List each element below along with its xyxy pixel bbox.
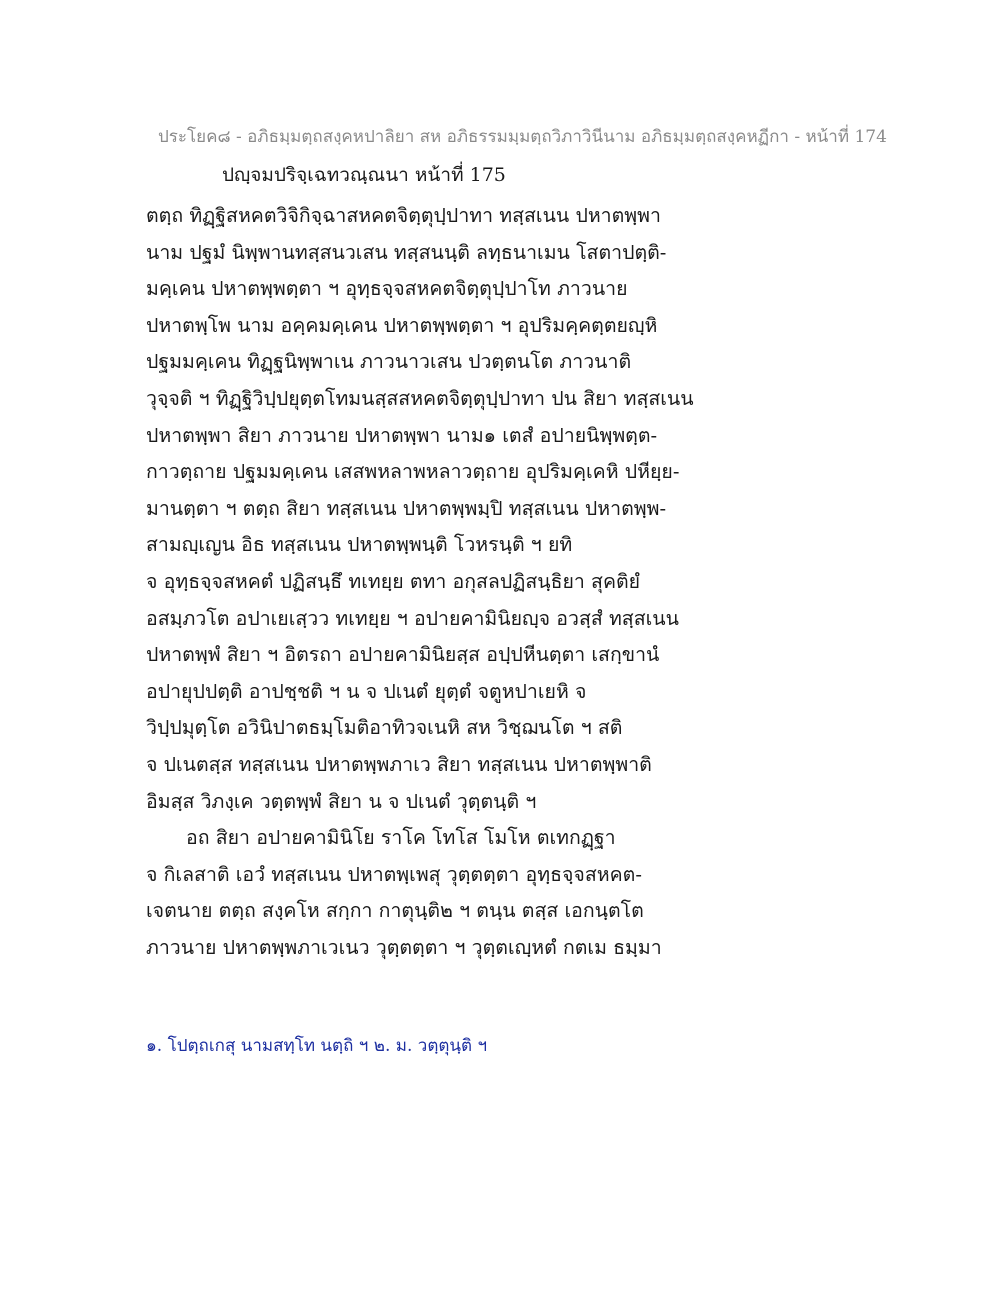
body-line: ตตฺถ ทิฏฺฐิสหคตวิจิกิจฺฉาสหคตจิตฺตุปฺปาทา ทสฺสเนน ปหาตพฺพา — [146, 204, 661, 227]
body-line: ภาวนาย ปหาตพฺพภาเวเนว วุตฺตตฺตา ฯ วุตฺตเญฺหตํ กตเม ธมฺมา — [146, 935, 662, 959]
body-line: กาวตฺถาย ปฐมมคฺเคน เสสพหลาพหลาวตฺถาย อุปริมคฺเคหิ ปหียฺย- — [146, 460, 680, 484]
body-line: อสมฺภวโต อปาเยเสฺวว ทเทยฺย ฯ อปายคามินิยญฺจ อวสฺสํ ทสฺสเนน — [146, 606, 679, 630]
body-line: จ ปเนตสฺส ทสฺสเนน ปหาตพฺพภาเว สิยา ทสฺสเนน ปหาตพฺพาติ — [146, 752, 652, 776]
body-line: อปายุปปตฺติ อาปชฺชติ ฯ น จ ปเนตํ ยุตฺตํ จตูหปาเยหิ จ — [146, 679, 587, 703]
chapter-heading: ปญฺจมปริจฺเฉทวณฺณนา หน้าที่ 175 — [222, 164, 506, 186]
running-header: ประโยค๘ - อภิธมฺมตฺถสงฺคหปาลิยา สห อภิธรรมมฺมตฺถวิภาวินีนาม อภิธมฺมตฺถสงฺคหฏีกา - หน้าที่ 174 — [158, 127, 887, 147]
body-line: มานตฺตา ฯ ตตฺถ สิยา ทสฺสเนน ปหาตพฺพมฺปิ ทสฺสเนน ปหาตพฺพ- — [146, 496, 667, 520]
body-line: นาม ปฐมํ นิพฺพานทสฺสนวเสน ทสฺสนนฺติ ลทฺธนาเมน โสตาปตฺติ- — [146, 240, 667, 264]
body-line: อิมสฺส วิภงฺเค วตฺตพฺพํ สิยา น จ ปเนตํ วุตฺตนฺติ ฯ — [146, 789, 537, 813]
footnote: ๑. โปตฺถเกสุ นามสทฺโท นตฺถิ ฯ ๒. ม. วตฺตุนฺติ ฯ — [146, 1036, 488, 1056]
body-text — [146, 198, 706, 966]
body-line: ปหาตพฺพา สิยา ภาวนาย ปหาตพฺพา นาม๑ เตสํ อปายนิพฺพตฺต- — [146, 423, 658, 447]
body-line: สามญฺเญน อิธ ทสฺสเนน ปหาตพฺพนฺติ โวหรนฺติ ฯ ยทิ — [146, 533, 573, 557]
body-line: จ กิเลสาติ เอวํ ทสฺสเนน ปหาตพฺเพสุ วุตฺตตฺตา อุทฺธจฺจสหคต- — [146, 862, 642, 886]
body-line: เจตนาย ตตฺถ สงฺคโห สกฺกา กาตุนฺติ๒ ฯ ตนฺน ตสฺส เอกนฺตโต — [146, 899, 644, 923]
body-line: จ อุทฺธจฺจสหคตํ ปฏิสนฺธึ ทเทยฺย ตทา อกุสลปฏิสนฺธิยา สุคติยํ — [146, 569, 641, 593]
body-line: มคฺเคน ปหาตพฺพตฺตา ฯ อุทฺธจฺจสหคตจิตฺตุปฺปาโท ภาวนาย — [146, 277, 628, 301]
body-line: ปหาตพฺโพ นาม อคฺคมคฺเคน ปหาตพฺพตฺตา ฯ อุปริมคฺคตฺตยญฺหิ — [146, 313, 658, 337]
body-line: วุจฺจติ ฯ ทิฏฺฐิวิปฺปยุตฺตโทมนสฺสสหคตจิตฺตุปฺปาทา ปน สิยา ทสฺสเนน — [146, 386, 694, 410]
paragraph-start-line: อถ สิยา อปายคามินิโย ราโค โทโส โมโห ตเทกฏฺฐา — [186, 826, 616, 850]
body-line: วิปฺปมุตฺโต อวินิปาตธมฺโมติอาทิวจเนหิ สห วิชฺฌนโต ฯ สติ — [146, 716, 623, 740]
body-line: ปหาตพฺพํ สิยา ฯ อิตรถา อปายคามินิยสฺส อปฺปหีนตฺตา เสกฺขานํ — [146, 643, 660, 667]
body-line: ปฐมมคฺเคน ทิฏฺฐนิพฺพาเน ภาวนาวเสน ปวตฺตนโต ภาวนาติ — [146, 350, 632, 374]
